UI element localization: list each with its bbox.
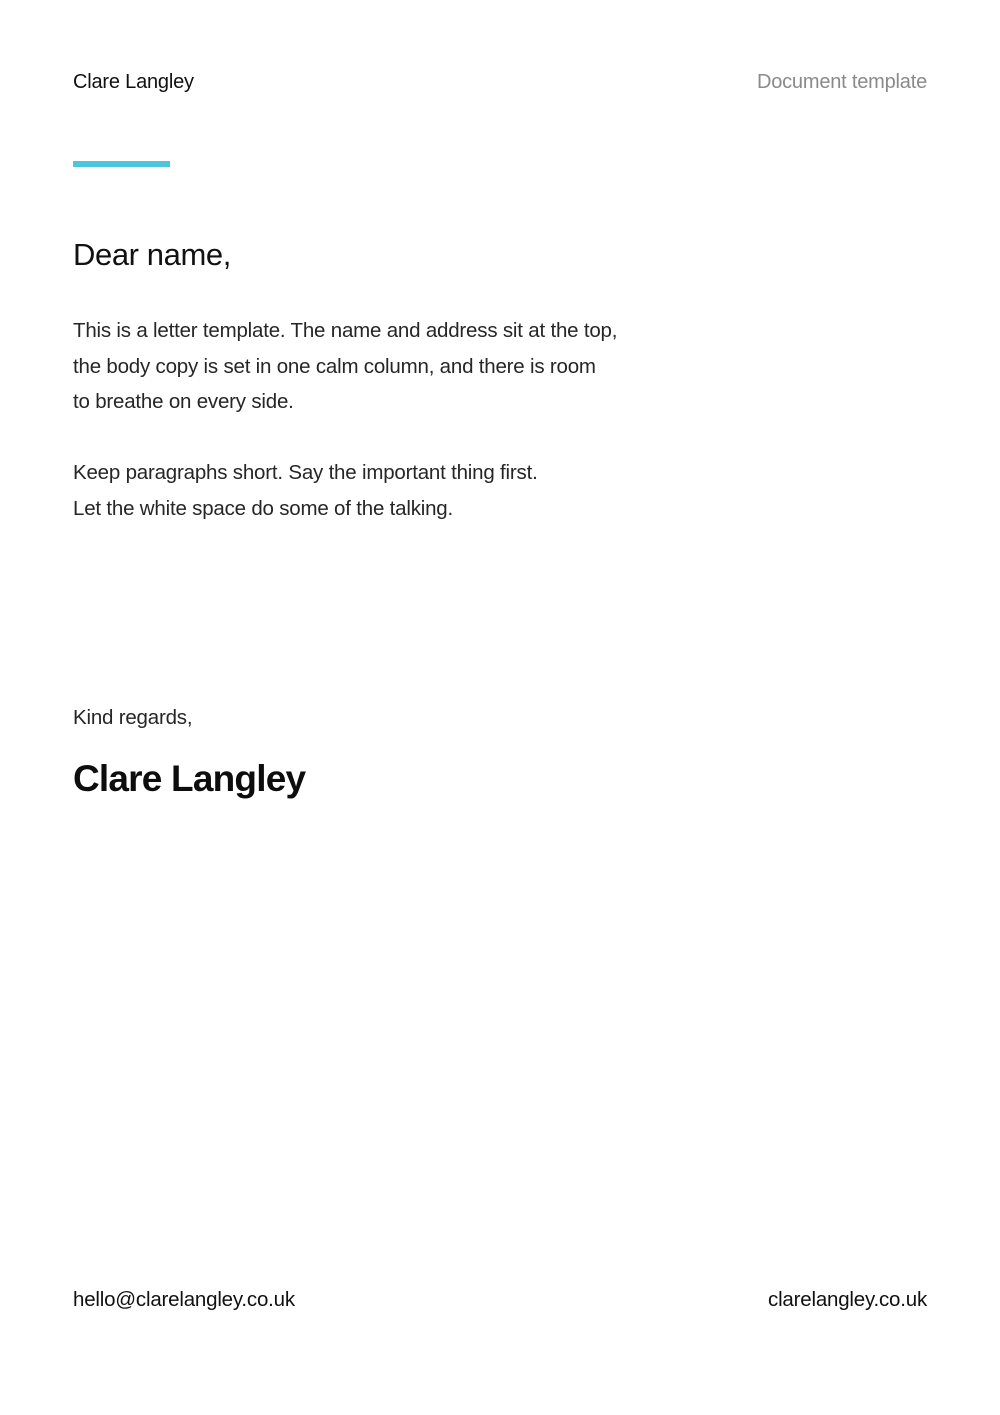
body-paragraph-1 [73,313,673,420]
letter-salutation: Dear name, [73,237,231,272]
paragraph-line: Let the white space do some of the talking. [73,496,453,520]
paragraph-line: This is a letter template. The name and address sit at the top, [73,319,618,342]
header-document-label: Document template [756,71,927,93]
header-author-name: Clare Langley [73,71,194,93]
accent-rule [73,161,170,167]
letter-signature: Clare Langley [73,758,306,799]
letter-closing: Kind regards, [73,706,193,729]
body-paragraph-2 [73,455,673,526]
footer-website[interactable]: clarelangley.co.uk [768,1288,927,1311]
paragraph-line: Keep paragraphs short. Say the important thing first. [73,461,538,484]
paragraph-line: the body copy is set in one calm column, and there is room [73,354,596,378]
footer-email[interactable]: hello@clarelangley.co.uk [73,1288,295,1311]
paragraph-line: to breathe on every side. [73,390,294,413]
